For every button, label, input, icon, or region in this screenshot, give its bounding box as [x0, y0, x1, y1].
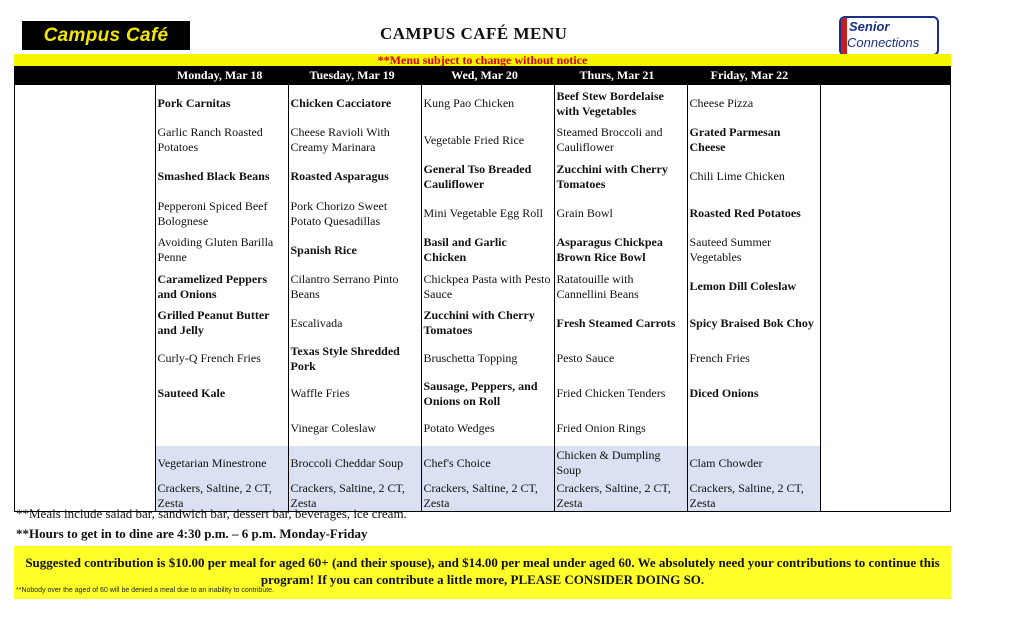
menu-item: Crackers, Saltine, 2 CT, Zesta: [421, 480, 554, 511]
menu-item: Roasted Red Potatoes: [687, 195, 820, 232]
menu-item: Pesto Sauce: [554, 341, 687, 376]
campus-cafe-logo: [22, 21, 190, 50]
menu-item: Grilled Peanut Butter and Jelly: [155, 305, 288, 341]
menu-item: [155, 411, 288, 446]
row-label-cell: [15, 122, 155, 158]
row-extra-cell: [820, 268, 952, 305]
menu-item: Spanish Rice: [288, 232, 421, 268]
menu-item: Roasted Asparagus: [288, 158, 421, 195]
menu-item: Zucchini with Cherry Tomatoes: [421, 305, 554, 341]
header-blank: [816, 66, 951, 85]
day-header: Monday, Mar 18: [176, 68, 263, 82]
header-blank: [14, 66, 153, 85]
menu-row: [15, 232, 952, 268]
menu-item: Crackers, Saltine, 2 CT, Zesta: [554, 480, 687, 511]
menu-item: Fried Onion Rings: [554, 411, 687, 446]
day-header: Friday, Mar 22: [710, 68, 789, 82]
logo-text: Campus Café: [43, 24, 169, 46]
menu-item: Pork Chorizo Sweet Potato Quesadillas: [288, 195, 421, 232]
menu-item: Sauteed Kale: [155, 376, 288, 411]
menu-item: Cheese Pizza: [687, 85, 820, 122]
menu-item: Cheese Ravioli With Creamy Marinara: [288, 122, 421, 158]
menu-row: [15, 341, 952, 376]
row-label-cell: [15, 195, 155, 232]
menu-item: Texas Style Shredded Pork: [288, 341, 421, 376]
menu-row: [15, 85, 952, 122]
menu-item: Mini Vegetable Egg Roll: [421, 195, 554, 232]
menu-item: Sausage, Peppers, and Onions on Roll: [421, 376, 554, 411]
menu-item: Crackers, Saltine, 2 CT, Zesta: [155, 480, 288, 511]
menu-item: Crackers, Saltine, 2 CT, Zesta: [288, 480, 421, 511]
menu-item: Zucchini with Cherry Tomatoes: [554, 158, 687, 195]
menu-item: Lemon Dill Coleslaw: [687, 268, 820, 305]
menu-item: French Fries: [687, 341, 820, 376]
menu-item: Chickpea Pasta with Pesto Sauce: [421, 268, 554, 305]
menu-item: Potato Wedges: [421, 411, 554, 446]
row-extra-cell: [820, 341, 952, 376]
menu-item: Spicy Braised Bok Choy: [687, 305, 820, 341]
menu-item: Crackers, Saltine, 2 CT, Zesta: [687, 480, 820, 511]
menu-row: [15, 305, 952, 341]
menu-item: Waffle Fries: [288, 376, 421, 411]
menu-item: Asparagus Chickpea Brown Rice Bowl: [554, 232, 687, 268]
day-header-row: [14, 66, 951, 85]
row-label-cell: [15, 85, 155, 122]
menu-item: Fresh Steamed Carrots: [554, 305, 687, 341]
contribution-text: Suggested contribution is $10.00 per meal for aged 60+ (and their spouse), and $14.00 per meal under aged 60. We absolutely need your contributions to continue this program! If you can contribute a little more, PLEASE CONSIDER DOING SO.: [25, 555, 940, 587]
logo-line1: Senior: [849, 19, 890, 34]
menu-item: Cilantro Serrano Pinto Beans: [288, 268, 421, 305]
menu-item: [687, 411, 820, 446]
menu-item: Escalivada: [288, 305, 421, 341]
menu-item: Vegetable Fried Rice: [421, 122, 554, 158]
row-label-cell: [15, 411, 155, 446]
menu-item: Vegetarian Minestrone: [155, 446, 288, 480]
menu-item: Vinegar Coleslaw: [288, 411, 421, 446]
menu-item: Pork Carnitas: [155, 85, 288, 122]
row-label-cell: [15, 305, 155, 341]
menu-item: Sauteed Summer Vegetables: [687, 232, 820, 268]
menu-grid: [14, 66, 951, 512]
row-extra-cell: [820, 195, 952, 232]
menu-item: Curly-Q French Fries: [155, 341, 288, 376]
row-extra-cell: [820, 158, 952, 195]
menu-rows: [14, 85, 951, 512]
logo-line2: Connections: [847, 35, 920, 50]
menu-row: [15, 158, 952, 195]
menu-row: [15, 122, 952, 158]
senior-connections-logo: [839, 16, 939, 56]
menu-item: Pepperoni Spiced Beef Bolognese: [155, 195, 288, 232]
menu-item: Ratatouille with Cannellini Beans: [554, 268, 687, 305]
row-label-cell: [15, 232, 155, 268]
row-extra-cell: [820, 232, 952, 268]
day-header: Wed, Mar 20: [451, 68, 518, 82]
menu-row: [15, 376, 952, 411]
hours-note: **Hours to get in to dine are 4:30 p.m. – 6 p.m. Monday-Friday: [16, 526, 368, 541]
menu-item: Kung Pao Chicken: [421, 85, 554, 122]
menu-item: Smashed Black Beans: [155, 158, 288, 195]
row-label-cell: [15, 268, 155, 305]
row-extra-cell: [820, 446, 952, 480]
menu-item: Clam Chowder: [687, 446, 820, 480]
menu-item: Steamed Broccoli and Cauliflower: [554, 122, 687, 158]
row-extra-cell: [820, 411, 952, 446]
menu-row: [15, 195, 952, 232]
contribution-box: [14, 546, 951, 599]
menu-row: [15, 411, 952, 446]
row-extra-cell: [820, 85, 952, 122]
menu-item: Fried Chicken Tenders: [554, 376, 687, 411]
row-extra-cell: [820, 376, 952, 411]
menu-item: Chef's Choice: [421, 446, 554, 480]
menu-item: Chicken & Dumpling Soup: [554, 446, 687, 480]
row-extra-cell: [820, 122, 952, 158]
row-label-cell: [15, 376, 155, 411]
menu-item: General Tso Breaded Cauliflower: [421, 158, 554, 195]
menu-item: Basil and Garlic Chicken: [421, 232, 554, 268]
menu-item: Beef Stew Bordelaise with Vegetables: [554, 85, 687, 122]
menu-row: [15, 268, 952, 305]
menu-item: Broccoli Cheddar Soup: [288, 446, 421, 480]
row-extra-cell: [820, 480, 952, 511]
row-extra-cell: [820, 305, 952, 341]
menu-item: Avoiding Gluten Barilla Penne: [155, 232, 288, 268]
menu-item: Bruschetta Topping: [421, 341, 554, 376]
row-label-cell: [15, 158, 155, 195]
menu-item: Grated Parmesan Cheese: [687, 122, 820, 158]
row-label-cell: [15, 446, 155, 480]
small-note: **Nobody over the aged of 60 will be denied a meal due to an inability to contribute.: [16, 587, 275, 594]
change-notice: **Menu subject to change without notice: [14, 54, 951, 66]
menu-row: [15, 446, 952, 480]
menu-item: Chicken Cacciatore: [288, 85, 421, 122]
meals-note: **Meals include salad bar, sandwich bar, dessert bar, beverages, ice cream.: [16, 506, 407, 521]
menu-item: Diced Onions: [687, 376, 820, 411]
menu-table: [15, 85, 952, 511]
menu-item: Garlic Ranch Roasted Potatoes: [155, 122, 288, 158]
menu-item: Caramelized Peppers and Onions: [155, 268, 288, 305]
menu-item: Grain Bowl: [554, 195, 687, 232]
day-header: Thurs, Mar 21: [579, 68, 655, 82]
day-header: Tuesday, Mar 19: [309, 68, 395, 82]
page-title: CAMPUS CAFÉ MENU: [380, 24, 568, 43]
row-label-cell: [15, 341, 155, 376]
menu-item: Chili Lime Chicken: [687, 158, 820, 195]
